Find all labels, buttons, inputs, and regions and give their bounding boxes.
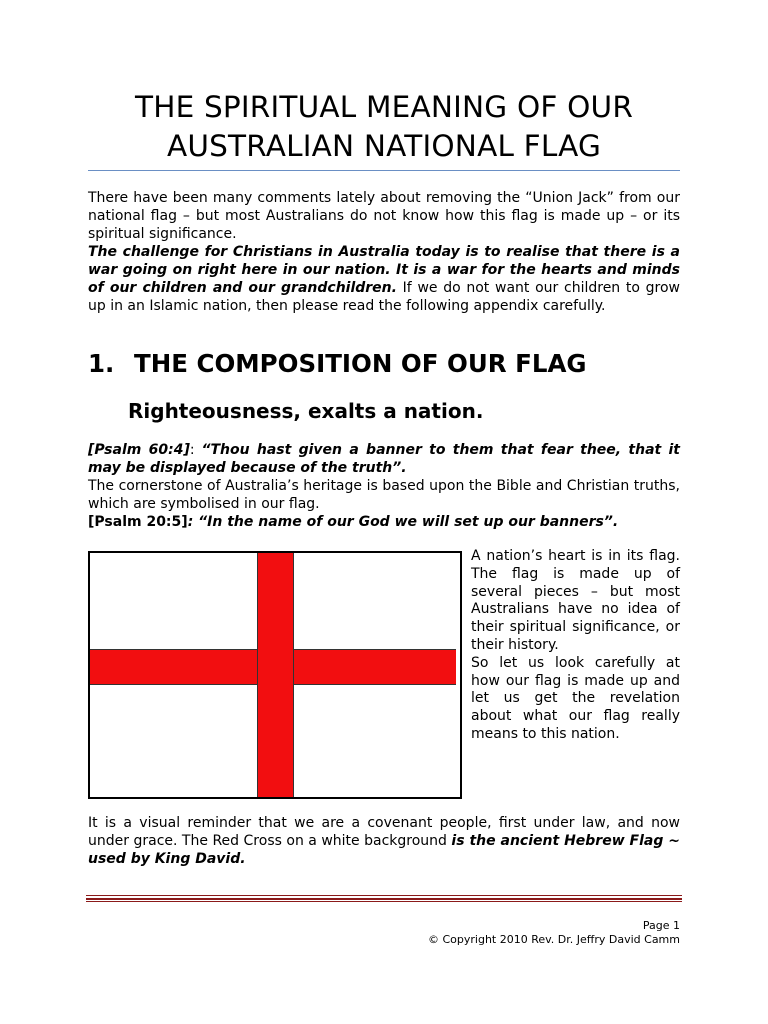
intro-challenge-text: The challenge for Christians in Australia today is to realise that there is a war going on right here in our nation. It is a war for the hearts and minds of our children and our grandchildren. (88, 244, 680, 296)
section-heading-text: THE COMPOSITION OF OUR FLAG (134, 349, 587, 378)
flag-cross-vertical (257, 553, 294, 797)
scripture-quote-1: “Thou hast given a banner to them that fear thee, that it may be displayed because of the truth”. (88, 442, 680, 476)
scripture-sep-1: : (189, 442, 202, 458)
title-line-1: THE SPIRITUAL MEANING OF OUR (134, 90, 634, 124)
section-heading (88, 347, 587, 381)
intro-paragraph (88, 189, 680, 315)
document-title (88, 88, 680, 166)
intro-appendix-text: If we do not want our children to grow up in an Islamic nation, then please read the following appendix carefully. (88, 280, 680, 314)
scripture-paragraph (88, 441, 680, 531)
copyright-notice: © Copyright 2010 Rev. Dr. Jeffry David Camm (427, 933, 680, 946)
scripture-quote-2: : “In the name of our God we will set up our banners”. (187, 514, 619, 530)
footer-divider (86, 895, 682, 902)
title-divider (88, 170, 680, 171)
title-line-2: AUSTRALIAN NATIONAL FLAG (166, 129, 602, 163)
intro-text: There have been many comments lately about removing the “Union Jack” from our national flag – but most Australians do not know how this flag is made up – or its spiritual significance. (88, 190, 680, 242)
flag-side-text (471, 548, 680, 744)
page-number: Page 1 (642, 919, 680, 932)
side-text-p1: A nation’s heart is in its flag. The flag is made up of several pieces – but most Australians have no idea of their spiritual significance, or their history. (471, 548, 680, 653)
closing-paragraph (88, 814, 680, 868)
closing-emphasis: is the ancient Hebrew Flag ~ used by King David. (88, 833, 681, 867)
section-subheading: Righteousness, exalts a nation. (128, 399, 484, 423)
section-number: 1. (88, 349, 115, 378)
closing-text: It is a visual reminder that we are a covenant people, first under law, and now under grace. The Red Cross on a white background (88, 815, 680, 849)
scripture-ref-2: [Psalm 20:5] (88, 514, 188, 530)
side-text-p2: So let us look carefully at how our flag is made up and let us get the revelation about what our flag really means to this nation. (471, 654, 680, 742)
scripture-ref-1: [Psalm 60:4] (88, 442, 190, 458)
st-george-cross-flag-icon (88, 551, 462, 799)
heritage-text: The cornerstone of Australia’s heritage is based upon the Bible and Christian truths, which are symbolised in our flag. (88, 478, 680, 512)
